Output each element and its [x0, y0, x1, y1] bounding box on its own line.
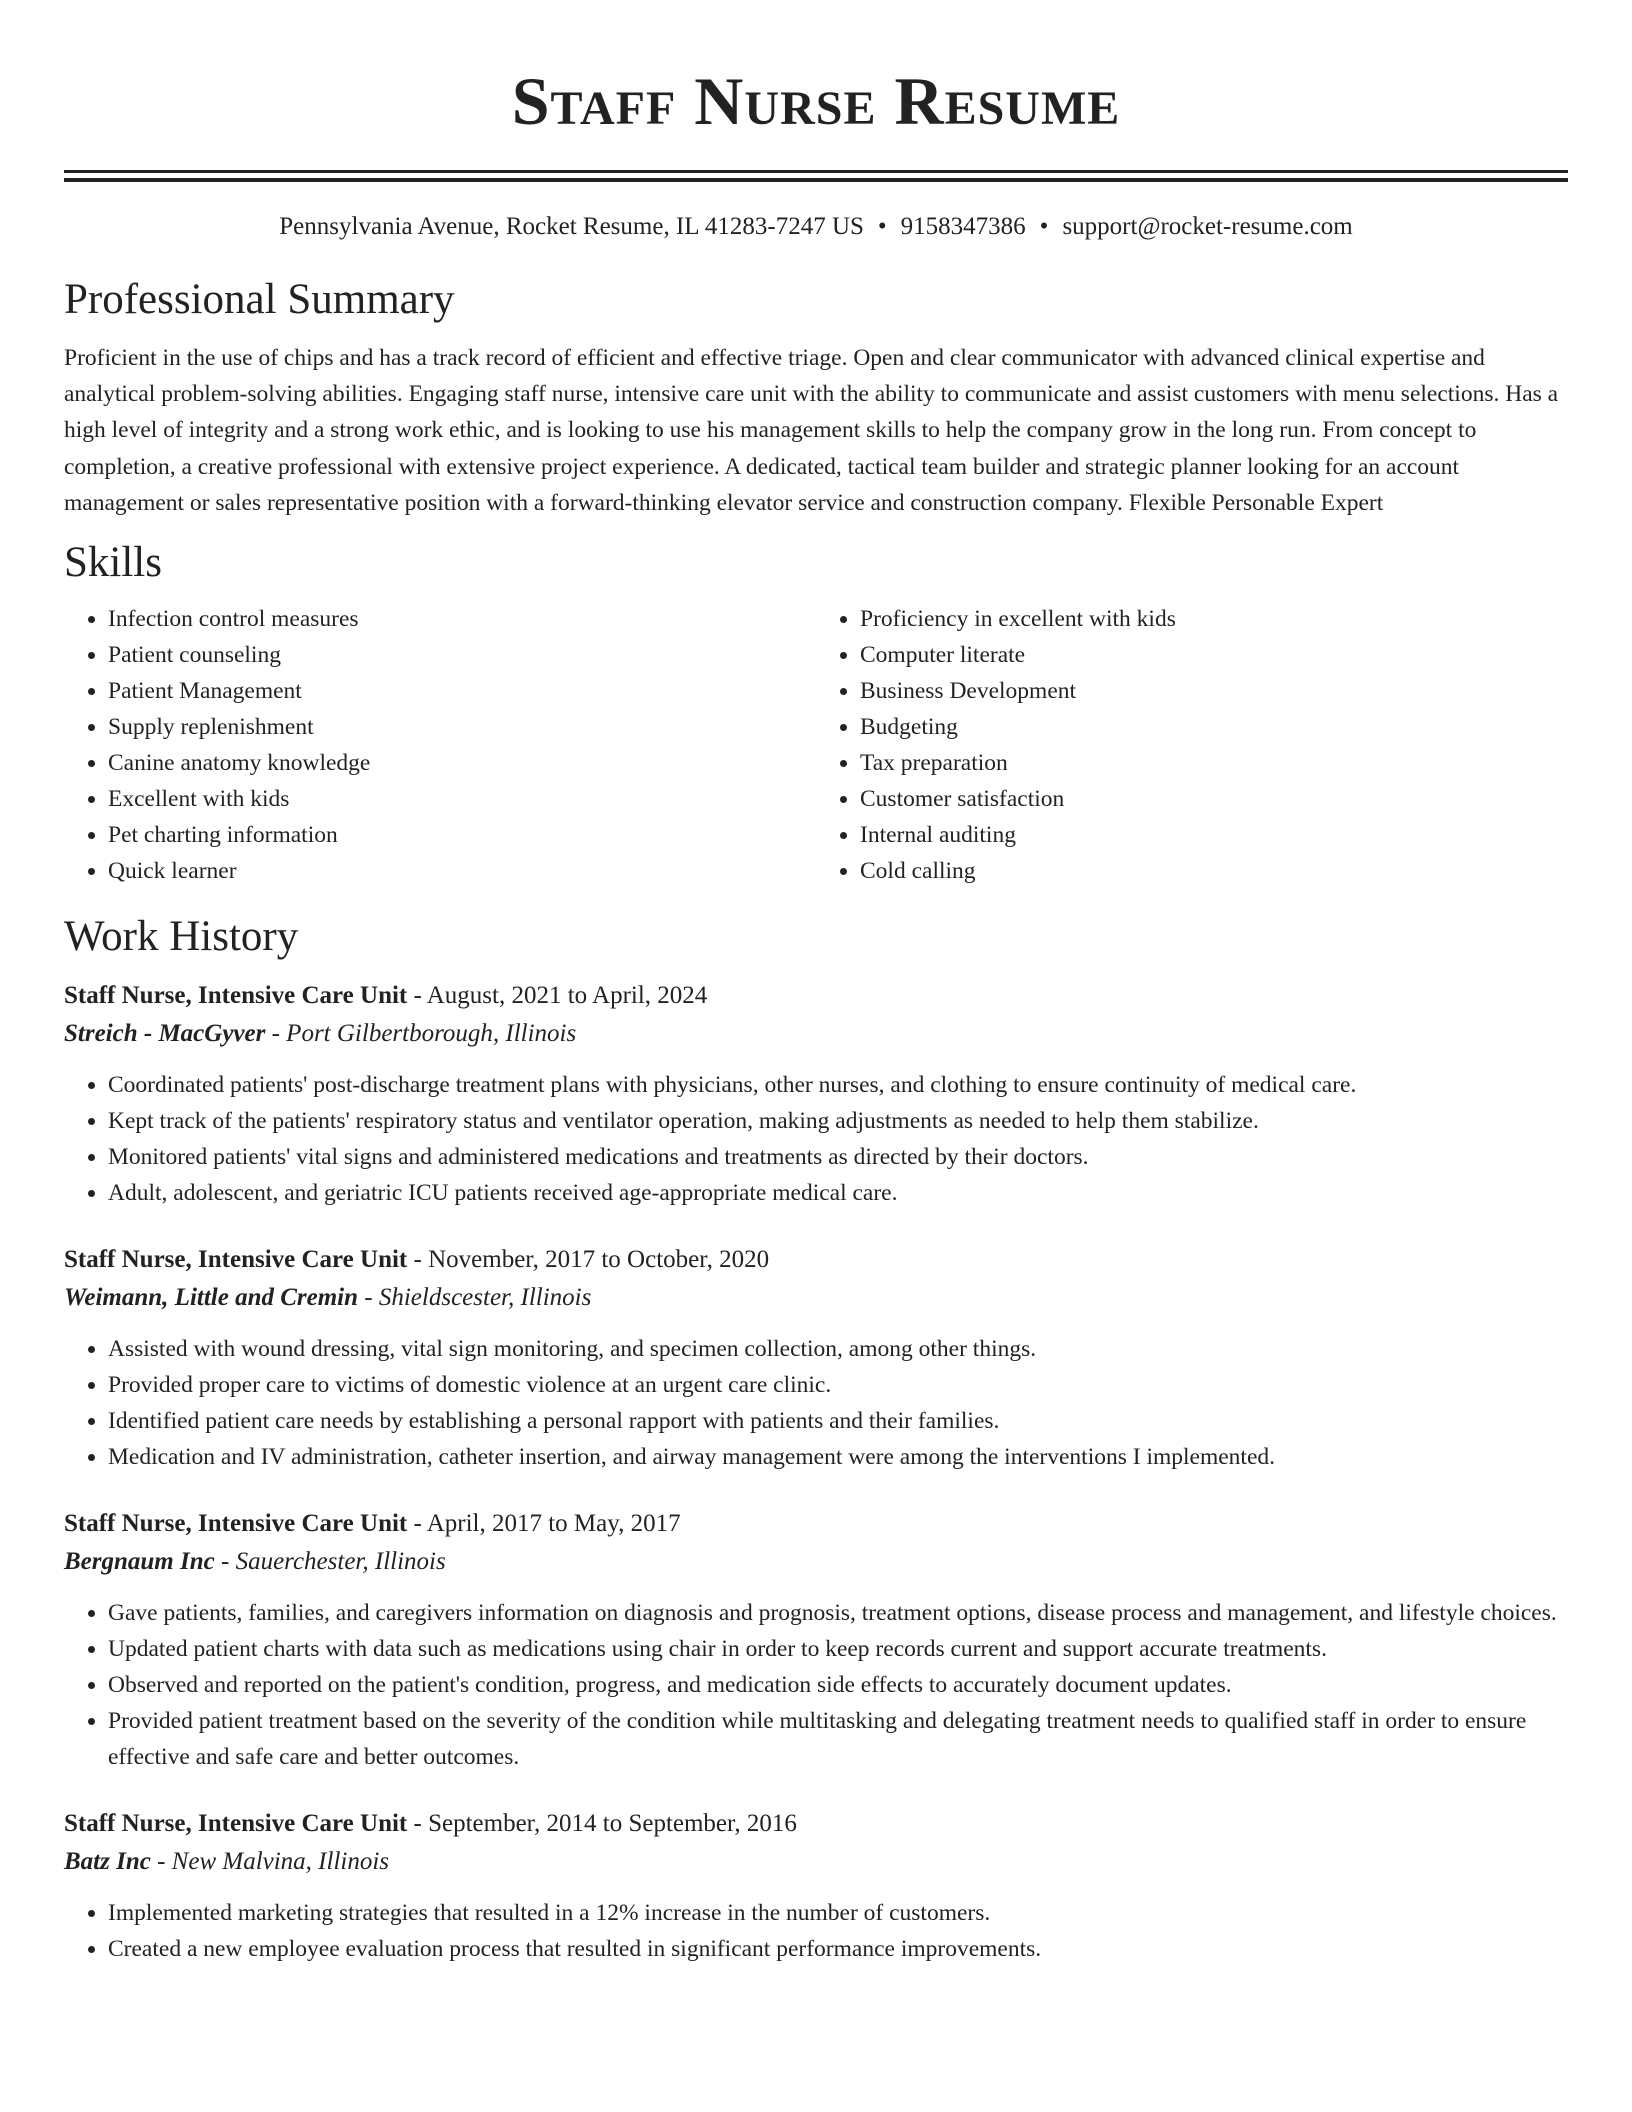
job-entry — [64, 1805, 1568, 1967]
skill-item: • Canine anatomy knowledge — [108, 745, 816, 781]
job-bullets — [64, 1067, 1568, 1211]
resume-content — [64, 56, 1568, 1967]
summary-text: Proficient in the use of chips and has a track record of efficient and effective triage. Open and clear communicator with advanced clinical expertise and analytical problem-solving abilities. Engaging staff nurse, intensive care unit with the ability to communicate and assist customers with menu selections. Has a high level of integrity and a strong work ethic, and is looking to use his management skills to help the company grow in the long run. From concept to completion, a creative professional with extensive project experience. A dedicated, tactical team builder and strategic planner looking for an account management or sales representative position with a forward-thinking elevator service and construction company. Flexible Personable Expert — [64, 345, 1559, 516]
contact-separator: • — [1039, 213, 1049, 240]
job-entry — [64, 1505, 1568, 1775]
job-bullet: • Monitored patients' vital signs and administered medications and treatments as directed by their doctors. — [108, 1139, 1568, 1175]
resume-title: Staff Nurse Resume — [511, 63, 1121, 139]
skill-item: • Infection control measures — [108, 601, 816, 637]
summary-heading: Professional Summary — [64, 276, 455, 323]
job-dash: - — [407, 1810, 429, 1838]
skills-left-list — [64, 601, 816, 889]
skill-item: • Patient Management — [108, 673, 816, 709]
job-bullet: • Updated patient charts with data such as medications using chair in order to keep records current and support accurate treatments. — [108, 1631, 1568, 1667]
job-company-line — [64, 1015, 1568, 1053]
job-bullet: • Adult, adolescent, and geriatric ICU patients received age-appropriate medical care. — [108, 1175, 1568, 1211]
job-bullet: • Identified patient care needs by establishing a personal rapport with patients and their families. — [108, 1403, 1568, 1439]
job-location: Port Gilbertborough, Illinois — [286, 1020, 577, 1048]
contact-phone: 9158347386 — [900, 213, 1026, 240]
job-company: Bergnaum Inc — [64, 1548, 215, 1576]
job-title-line — [64, 977, 1568, 1015]
job-bullet: • Medication and IV administration, catheter insertion, and airway management were among the interventions I implemented. — [108, 1439, 1568, 1475]
job-title-line — [64, 1505, 1568, 1543]
job-company: Batz Inc — [64, 1848, 151, 1876]
job-location: New Malvina, Illinois — [171, 1848, 390, 1876]
skill-item: • Cold calling — [860, 853, 1568, 889]
job-bullets — [64, 1331, 1568, 1475]
job-company-line — [64, 1279, 1568, 1317]
skill-item: • Patient counseling — [108, 637, 816, 673]
skill-item: • Proficiency in excellent with kids — [860, 601, 1568, 637]
skill-item: • Excellent with kids — [108, 781, 816, 817]
job-bullet: • Provided patient treatment based on the severity of the condition while multitasking and delegating treatment needs to qualified staff in order to ensure effective and safe care and better outcomes. — [108, 1703, 1568, 1775]
job-bullet: • Provided proper care to victims of domestic violence at an urgent care clinic. — [108, 1367, 1568, 1403]
skill-item: • Business Development — [860, 673, 1568, 709]
job-bullet: • Gave patients, families, and caregivers information on diagnosis and prognosis, treatment options, disease process and management, and lifestyle choices. — [108, 1595, 1568, 1631]
contact-address: Pennsylvania Avenue, Rocket Resume, IL 41283-7247 US — [279, 213, 864, 240]
job-dash: - — [407, 1510, 427, 1538]
skills-heading: Skills — [64, 539, 162, 587]
work-history-heading: Work History — [64, 913, 299, 961]
job-company-line — [64, 1543, 1568, 1581]
job-dates: April, 2017 to May, 2017 — [426, 1510, 681, 1538]
job-dash: - — [265, 1020, 287, 1048]
job-bullet: • Assisted with wound dressing, vital sign monitoring, and specimen collection, among other things. — [108, 1331, 1568, 1367]
skill-item: • Quick learner — [108, 853, 816, 889]
job-role: Staff Nurse, Intensive Care Unit — [64, 1246, 408, 1274]
skills-columns — [64, 601, 1568, 889]
job-dash: - — [407, 982, 427, 1010]
job-title-line — [64, 1805, 1568, 1843]
skill-item: • Computer literate — [860, 637, 1568, 673]
job-dash: - — [407, 1246, 429, 1274]
job-role: Staff Nurse, Intensive Care Unit — [64, 1810, 408, 1838]
job-dates: November, 2017 to October, 2020 — [428, 1246, 770, 1274]
job-location: Sauerchester, Illinois — [235, 1548, 446, 1576]
job-role: Staff Nurse, Intensive Care Unit — [64, 1510, 408, 1538]
job-dates: September, 2014 to September, 2016 — [428, 1810, 797, 1838]
skill-item: • Budgeting — [860, 709, 1568, 745]
skill-item: • Pet charting information — [108, 817, 816, 853]
job-entry — [64, 1241, 1568, 1475]
job-bullet: • Observed and reported on the patient's condition, progress, and medication side effects to accurately document updates. — [108, 1667, 1568, 1703]
contact-email: support@rocket-resume.com — [1062, 213, 1353, 240]
skill-item: • Customer satisfaction — [860, 781, 1568, 817]
job-entry — [64, 977, 1568, 1211]
job-bullet: • Kept track of the patients' respiratory status and ventilator operation, making adjustments as needed to help them stabilize. — [108, 1103, 1568, 1139]
skills-right-list — [816, 601, 1568, 889]
job-dash: - — [214, 1548, 236, 1576]
job-dates: August, 2021 to April, 2024 — [426, 982, 708, 1010]
job-company-line — [64, 1843, 1568, 1881]
job-company: Weimann, Little and Cremin — [64, 1284, 359, 1312]
job-bullet: • Implemented marketing strategies that resulted in a 12% increase in the number of customers. — [108, 1895, 1568, 1931]
job-bullet: • Coordinated patients' post-discharge treatment plans with physicians, other nurses, and clothing to ensure continuity of medical care. — [108, 1067, 1568, 1103]
job-title-line — [64, 1241, 1568, 1279]
contact-line — [64, 210, 1568, 244]
job-dash: - — [358, 1284, 379, 1312]
job-role: Staff Nurse, Intensive Care Unit — [64, 982, 408, 1010]
skill-item: • Internal auditing — [860, 817, 1568, 853]
job-bullets — [64, 1895, 1568, 1967]
job-company: Streich - MacGyver — [64, 1020, 266, 1048]
job-bullets — [64, 1595, 1568, 1775]
skill-item: • Supply replenishment — [108, 709, 816, 745]
job-dash: - — [150, 1848, 172, 1876]
job-location: Shieldscester, Illinois — [378, 1284, 592, 1312]
title-double-rule — [64, 170, 1568, 182]
skill-item: • Tax preparation — [860, 745, 1568, 781]
job-bullet: • Created a new employee evaluation process that resulted in significant performance improvements. — [108, 1931, 1568, 1967]
contact-separator: • — [877, 213, 887, 240]
